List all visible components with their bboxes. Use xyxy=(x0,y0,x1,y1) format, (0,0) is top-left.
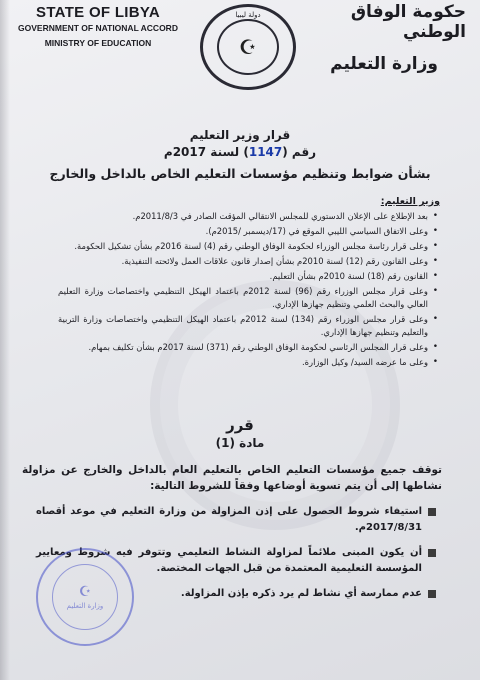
decree-title xyxy=(0,128,480,181)
article-body: توقف جميع مؤسسات التعليم الخاص بالتعليم العام بالداخل والخارج عن مزاولة نشاطها إلى أن يتم تسوية أوضاعها وفقاً للشروط التالية: xyxy=(22,464,442,492)
premise-item: • بعد الإطلاع على الإعلان الدستوري للمجلس الانتقالي المؤقت الصادر في 2011/8/3م. xyxy=(58,210,438,223)
decree-number: 1147 xyxy=(248,145,283,159)
premise-item: • وعلى القانون رقم (12) لسنة 2010م بشأن إصدار قانون علاقات العمل ولائحته التنفيذية. xyxy=(58,255,438,268)
state-name: STATE OF LIBYA xyxy=(36,4,160,21)
header-english xyxy=(18,4,178,48)
crescent-star-icon: ☪ xyxy=(78,584,92,600)
official-stamp xyxy=(36,548,134,646)
decree-number-suffix: ) لسنة 2017م xyxy=(163,145,249,159)
page-edge-shadow xyxy=(0,0,10,680)
government-name-ar: حكومة الوفاق الوطني xyxy=(350,2,466,42)
premise-item: • القانون رقم (18) لسنة 2010م بشأن التعليم. xyxy=(58,270,438,283)
government-name: GOVERNMENT OF NATIONAL ACCORD xyxy=(18,23,178,33)
decree-heading: قرار وزير التعليم xyxy=(189,128,291,142)
condition-text: استيفاء شروط الحصول على إذن المزاولة من وزارة التعليم في موعد أقصاه 2017/8/31م. xyxy=(36,506,422,533)
emblem-caption: دولة ليبيا xyxy=(235,11,261,19)
premise-item: • وعلى قرار مجلس الوزراء رقم (96) لسنة 2012م باعتماد الهيكل التنظيمي واختصاصات وزارة التعليم العالي والبحث العلمي وتنظيم جهازها الإداري. xyxy=(58,285,438,311)
premise-item: • وعلى قرار رئاسة مجلس الوزراء لحكومة الوفاق الوطني رقم (4) لسنة 2016م بشأن تشكيل الحكومة. xyxy=(58,240,438,253)
stamp-label: وزارة التعليم xyxy=(66,602,104,610)
square-bullet-icon xyxy=(428,590,436,598)
condition-item xyxy=(36,504,436,536)
premise-item: • وعلى الاتفاق السياسي الليبي الموقع في (17/ديسمبر /2015م). xyxy=(58,225,438,238)
decree-number-line xyxy=(0,145,480,159)
article-number: مادة (1) xyxy=(215,436,265,450)
decree-subject: بشأن ضوابط وتنظيم مؤسسات التعليم الخاص بالداخل والخارج xyxy=(49,166,431,181)
ministry-name: MINISTRY OF EDUCATION xyxy=(44,38,152,48)
premise-item: • وعلى ما عرضه السيد/ وكيل الوزارة. xyxy=(58,356,438,369)
square-bullet-icon xyxy=(428,549,436,557)
square-bullet-icon xyxy=(428,508,436,516)
header-arabic xyxy=(296,2,466,74)
decided-word: قرر xyxy=(226,416,254,434)
condition-text: عدم ممارسة أي نشاط لم يرد ذكره بإذن المزاولة. xyxy=(180,588,422,599)
premise-item: • وعلى قرار مجلس الوزراء رقم (134) لسنة 2012م باعتماد الهيكل التنظيمي واختصاصات وزارة التربية والتعليم وتنظيم جهازها الإداري. xyxy=(58,313,438,339)
crescent-star-icon: ☪ xyxy=(217,19,279,75)
decree-number-prefix: رقم ( xyxy=(282,145,317,159)
condition-text: أن يكون المبنى ملائماً لمزاولة النشاط التعليمي وتتوفر فيه شروط ومعايير المؤسسة التعليمية المعتمدة من قبل الجهات المختصة. xyxy=(36,547,422,574)
ministry-name-ar: وزارة التعليم xyxy=(330,54,438,74)
stamp-inner-ring xyxy=(52,564,118,630)
premise-item: • وعلى قرار المجلس الرئاسي لحكومة الوفاق الوطني رقم (371) لسنة 2017م بشأن تكليف بمهام. xyxy=(58,341,438,354)
decision-heading xyxy=(0,416,480,450)
minister-heading: وزير التعليم: xyxy=(380,196,440,207)
state-emblem xyxy=(200,4,296,90)
premises-list xyxy=(58,210,438,371)
